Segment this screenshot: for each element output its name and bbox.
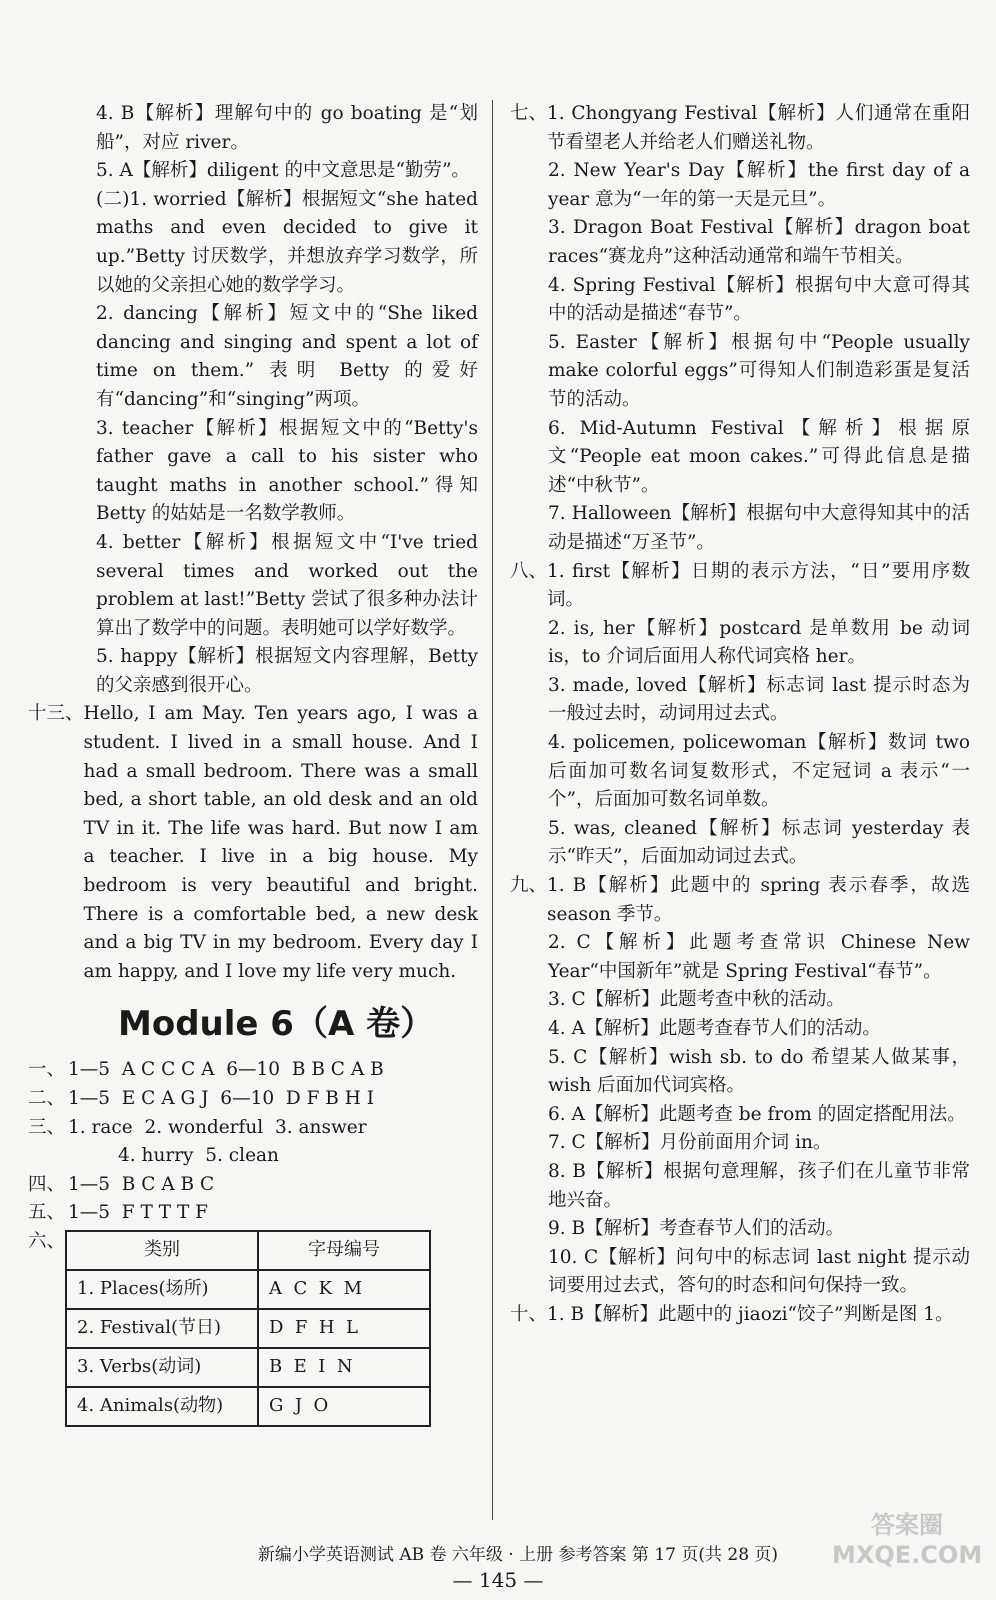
answer-text: 8. B【解析】根据句意理解，孩子们在儿童节非常地兴奋。 <box>548 1160 970 1211</box>
answer-item <box>510 872 970 929</box>
table-cell-category: 2. Festival(节日) <box>66 1309 258 1348</box>
section-label: 四、 <box>28 1173 66 1195</box>
table-row <box>66 1270 430 1309</box>
answer-item <box>510 1301 970 1330</box>
answer-text: 5. was, cleaned【解析】标志词 yesterday 表示“昨天”，后面加动词过去式。 <box>548 817 970 868</box>
column-divider <box>492 100 493 1520</box>
answer-item <box>510 1215 970 1244</box>
page-number: — 145 — <box>452 1568 544 1592</box>
section-label: 二、 <box>28 1088 66 1109</box>
answer-text: 3. teacher【解析】根据短文中的“Betty's father gave a call to his sister who taught maths in another school.”得知 Betty 的姑姑是一名数学教师。 <box>96 417 478 525</box>
table-header-letters: 字母编号 <box>258 1231 430 1270</box>
section-label: 一、 <box>28 1059 66 1081</box>
answer-item <box>510 272 970 329</box>
left-column <box>28 100 478 1427</box>
watermark-logo <box>832 1510 982 1570</box>
section-label: 七、 <box>510 103 548 124</box>
answer-text: 7. Halloween【解析】根据句中大意得知其中的活动是描述“万圣节”。 <box>548 503 970 553</box>
table-cell-letters: A C K M <box>258 1270 430 1309</box>
answer-item <box>28 643 478 700</box>
section-label: 五、 <box>28 1202 66 1224</box>
answer-text: 2. is, her【解析】postcard 是单数用 be 动词 is，to 介词后面用人称代词宾格 her。 <box>548 617 970 668</box>
answer-text: 1. first【解析】日期的表示方法，“日”要用序数词。 <box>547 560 970 611</box>
answer-text: 4. B【解析】理解句中的 go boating 是“划船”，对应 river。 <box>96 103 478 153</box>
table-cell-letters: B E I N <box>258 1348 430 1387</box>
section-label: 三、 <box>28 1116 66 1138</box>
answer-item <box>510 1015 970 1044</box>
watermark-line-1: 答案圈 <box>871 1511 943 1539</box>
answer-item <box>510 1158 970 1215</box>
left-answer-list <box>28 100 478 986</box>
answer-text: 6. Mid-Autumn Festival【解析】根据原文“People eat moon cakes.”可得此信息是描述“中秋节”。 <box>548 417 970 496</box>
answer-table <box>65 1230 431 1427</box>
table-cell-letters: D F H L <box>258 1309 430 1348</box>
page-footer: 新编小学英语测试 AB 卷 六年级 · 上册 参考答案 第 17 页(共 28 页) <box>257 1545 779 1565</box>
answer-item <box>510 1129 970 1158</box>
answer-item <box>28 100 478 157</box>
table-block <box>28 1228 478 1427</box>
module-answer-row <box>28 1056 478 1085</box>
module-answer-list <box>28 1056 478 1228</box>
module-answer-row <box>28 1085 478 1114</box>
table-cell-category: 3. Verbs(动词) <box>66 1348 258 1387</box>
answer-item <box>510 100 970 157</box>
table-label: 六、 <box>28 1230 66 1252</box>
section-label: 十、 <box>510 1303 548 1325</box>
answer-item <box>510 615 970 672</box>
answer-item <box>510 815 970 872</box>
answer-item <box>510 415 970 501</box>
answer-item <box>28 700 478 986</box>
table-row <box>66 1309 430 1348</box>
answer-text: 2. C【解析】此题考查常识 Chinese New Year“中国新年”就是 Spring Festival“春节”。 <box>548 932 970 982</box>
answer-item <box>28 529 478 643</box>
answer-item <box>510 157 970 214</box>
answer-item <box>510 1101 970 1130</box>
table-cell-category: 4. Animals(动物) <box>66 1387 258 1426</box>
answer-text: 3. made, loved【解析】标志词 last 提示时态为一般过去时，动词用过去式。 <box>548 674 970 725</box>
answer-text: 6. A【解析】此题考查 be from 的固定搭配用法。 <box>548 1103 966 1125</box>
answer-item <box>510 500 970 557</box>
table-cell-letters: G J O <box>258 1387 430 1426</box>
answer-text: 7. C【解析】月份前面用介词 in。 <box>548 1132 832 1154</box>
answer-item <box>510 329 970 415</box>
table-header-row <box>66 1231 430 1270</box>
answer-text: 2. New Year's Day【解析】the first day of a year 意为“一年的第一天是元旦”。 <box>548 160 970 210</box>
answer-item <box>28 415 478 529</box>
answer-text: 5. Easter【解析】根据句中“People usually make colorful eggs”可得知人们制造彩蛋是复活节的活动。 <box>548 331 970 410</box>
table-header-category: 类别 <box>66 1231 258 1270</box>
module-answer-row <box>28 1114 478 1143</box>
module-answer-text: 1. race 2. wonderful 3. answer <box>68 1116 367 1138</box>
answer-item <box>510 729 970 815</box>
right-answer-list <box>510 100 970 1330</box>
answer-item <box>510 214 970 271</box>
section-label: 九、 <box>510 875 548 897</box>
answer-text: 1. Chongyang Festival【解析】人们通常在重阳节看望老人并给老人们赠送礼物。 <box>547 103 970 153</box>
answer-text: 1. B【解析】此题中的 spring 表示春季，故选 season 季节。 <box>547 875 970 925</box>
answer-item <box>510 558 970 615</box>
answer-item <box>510 1044 970 1101</box>
answer-item <box>510 986 970 1015</box>
answer-text: (二)1. worried【解析】根据短文“she hated maths and even decided to give it up.”Betty 讨厌数学，并想放弃学习数学，所以她的父亲担心她的数学学习。 <box>96 188 478 296</box>
answer-text: 3. C【解析】此题考查中秋的活动。 <box>548 989 845 1011</box>
answer-text: 4. better【解析】根据短文中“I've tried several times and worked out the problem at last!”Betty 尝试了很多种办法计算出了数学中的问题。表明她可以学好数学。 <box>96 531 478 639</box>
module-answer-row <box>28 1142 478 1171</box>
answer-item <box>28 186 478 300</box>
answer-item <box>28 157 478 186</box>
module-answer-row <box>28 1199 478 1228</box>
module-answer-text: 1—5 F T T T F <box>68 1202 209 1224</box>
answer-item <box>28 300 478 414</box>
answer-text: Hello, I am May. Ten years ago, I was a student. I lived in a small house. And I had a small bedroom. There was a small bed, a short table, an old desk and an old TV in it. The life was hard. But now I am a teacher. I live in a big house. My bedroom is very beautiful and bright. There is a comfortable bed, a new desk and a big TV in my bedroom. Every day I am happy, and I love my life very much. <box>83 703 478 982</box>
module-answer-row <box>28 1171 478 1200</box>
module-title: Module 6（A 卷） <box>118 1004 435 1045</box>
module-answer-text: 1—5 B C A B C <box>68 1173 215 1195</box>
answer-item <box>510 1244 970 1301</box>
table-row <box>66 1348 430 1387</box>
answer-text: 3. Dragon Boat Festival【解析】dragon boat races“赛龙舟”这种活动通常和端午节相关。 <box>548 217 970 267</box>
answer-text: 2. dancing【解析】短文中的“She liked dancing and singing and spent a lot of time on them.” 表明 Betty 的爱好有“dancing”和“singing”两项。 <box>96 303 478 410</box>
answer-item <box>510 672 970 729</box>
answer-text: 9. B【解析】考查春节人们的活动。 <box>548 1218 845 1240</box>
module-answer-text: 4. hurry 5. clean <box>118 1145 279 1167</box>
answer-text: 5. A【解析】diligent 的中文意思是“勤劳”。 <box>96 160 470 182</box>
answer-text: 1. B【解析】此题中的 jiaozi“饺子”判断是图 1。 <box>547 1303 954 1325</box>
answer-item <box>510 929 970 986</box>
answer-text: 5. happy【解析】根据短文内容理解，Betty 的父亲感到很开心。 <box>96 646 478 696</box>
answer-text: 4. A【解析】此题考查春节人们的活动。 <box>548 1018 881 1039</box>
section-label: 八、 <box>510 560 548 582</box>
answer-text: 4. policemen, policewoman【解析】数词 two 后面加可数名词复数形式，不定冠词 a 表示“一个”，后面加可数名词单数。 <box>548 732 970 811</box>
section-label: 十三、 <box>28 703 84 725</box>
answer-text: 10. C【解析】问句中的标志词 last night 提示动词要用过去式，答句的时态和问句保持一致。 <box>548 1246 970 1297</box>
answer-text: 5. C【解析】wish sb. to do 希望某人做某事，wish 后面加代词宾格。 <box>548 1046 970 1097</box>
table-row <box>66 1387 430 1426</box>
table-cell-category: 1. Places(场所) <box>66 1270 258 1309</box>
module-answer-text: 1—5 E C A G J 6—10 D F B H I <box>68 1088 375 1109</box>
module-answer-text: 1—5 A C C C A 6—10 B B C A B <box>68 1059 384 1081</box>
watermark-line-2: MXQE.COM <box>832 1541 983 1569</box>
right-column <box>510 100 970 1330</box>
answer-text: 4. Spring Festival【解析】根据句中大意可得其中的活动是描述“春节”。 <box>548 274 970 325</box>
